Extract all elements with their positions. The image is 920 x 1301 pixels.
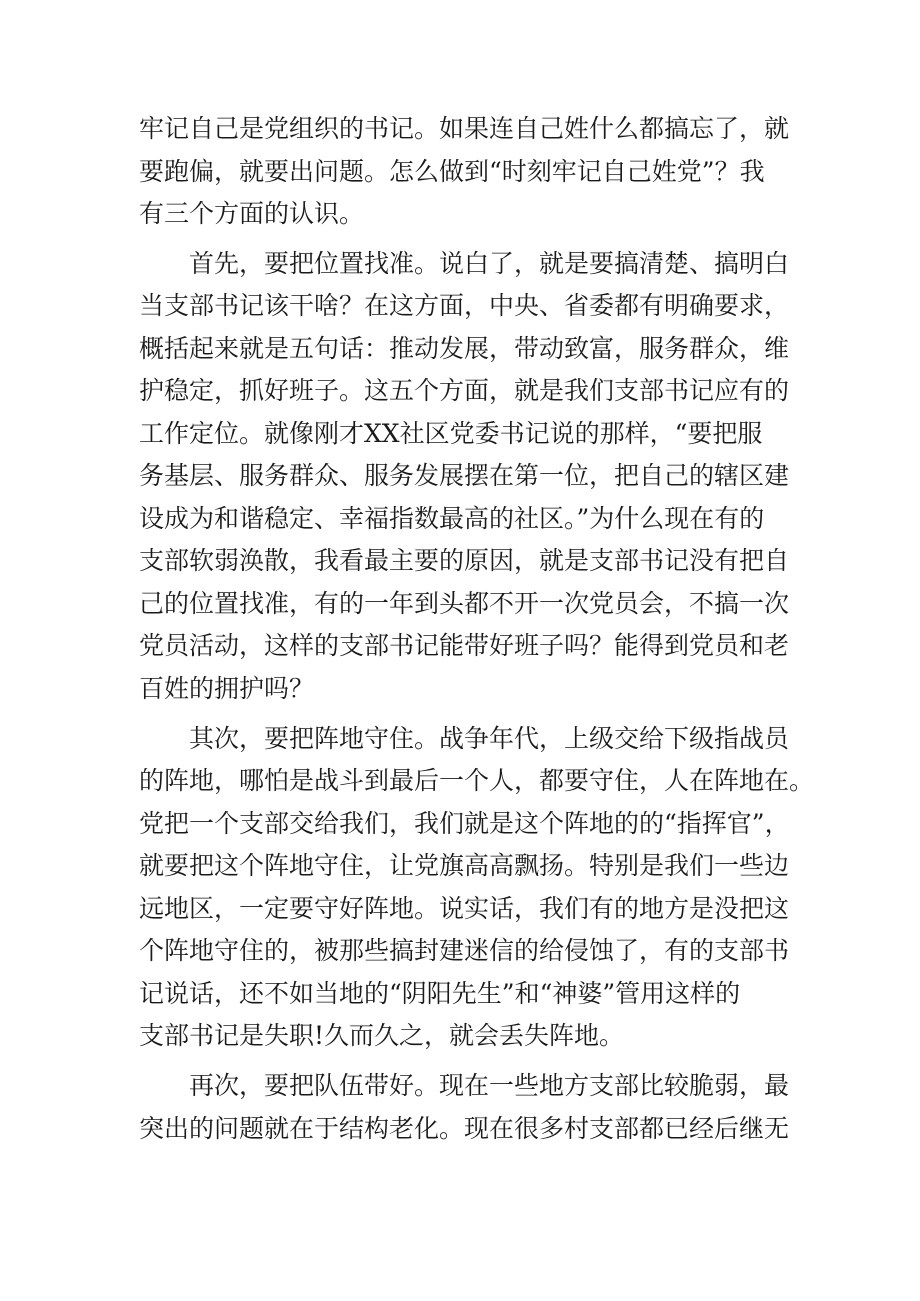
text-line: 突出的问题就在于结构老化。现在很多村支部都已经后继无 xyxy=(139,1113,790,1143)
paragraph xyxy=(139,1065,799,1150)
text-line: 远地区，一定要守好阵地。说实话，我们有的地方是没把这 xyxy=(139,893,790,923)
text-line: 己的位置找准，有的一年到头都不开一次党员会，不搞一次 xyxy=(139,588,790,618)
text-line: 牢记自己是党组织的书记。如果连自己姓什么都搞忘了，就 xyxy=(139,114,790,143)
text-line: 就要把这个阵地守住，让党旗高高飘扬。特别是我们一些边 xyxy=(139,851,790,881)
body-text xyxy=(139,108,815,1150)
text-line: 务基层、服务群众、服务发展摆在第一位，把自己的辖区建 xyxy=(139,461,790,491)
text-line: 护稳定，抓好班子。这五个方面，就是我们支部书记应有的 xyxy=(139,376,790,406)
text-line: 支部书记是失职!久而久之，就会丢失阵地。 xyxy=(139,1021,625,1051)
text-line: 党把一个支部交给我们，我们就是这个阵地的的“指挥官”， xyxy=(139,808,790,838)
paragraph xyxy=(139,243,799,711)
paragraph xyxy=(139,108,799,236)
text-line: 记说话，还不如当地的“阴阳先生”和“神婆”管用这样的 xyxy=(139,978,741,1008)
text-line: 概括起来就是五句话：推动发展，带动致富，服务群众，维 xyxy=(139,333,790,363)
text-line: 要跑偏，就要出问题。怎么做到“时刻牢记自己姓党”？我 xyxy=(139,156,765,186)
text-line: 有三个方面的认识。 xyxy=(139,199,365,228)
text-line: 个阵地守住的，被那些搞封建迷信的给侵蚀了，有的支部书 xyxy=(139,936,790,966)
text-line: 支部软弱涣散，我看最主要的原因，就是支部书记没有把自 xyxy=(139,546,790,576)
text-line: 百姓的拥护吗？ xyxy=(139,673,315,703)
text-line: 党员活动，这样的支部书记能带好班子吗？能得到党员和老 xyxy=(139,631,790,661)
text-line: 的阵地，哪怕是战斗到最后一个人，都要守住，人在阵地在。 xyxy=(139,766,815,796)
text-line: 其次，要把阵地守住。战争年代，上级交给下级指战员 xyxy=(139,723,790,753)
text-line: 首先，要把位置找准。说白了，就是要搞清楚、搞明白 xyxy=(139,248,790,278)
text-line: 工作定位。就像刚才XX社区党委书记说的那样，“要把服 xyxy=(139,418,763,448)
text-line: 设成为和谐稳定、幸福指数最高的社区。”为什么现在有的 xyxy=(139,503,765,533)
text-line: 当支部书记该干啥？在这方面，中央、省委都有明确要求， xyxy=(139,291,790,321)
paragraph xyxy=(139,718,815,1058)
text-line: 再次，要把队伍带好。现在一些地方支部比较脆弱，最 xyxy=(139,1071,790,1101)
